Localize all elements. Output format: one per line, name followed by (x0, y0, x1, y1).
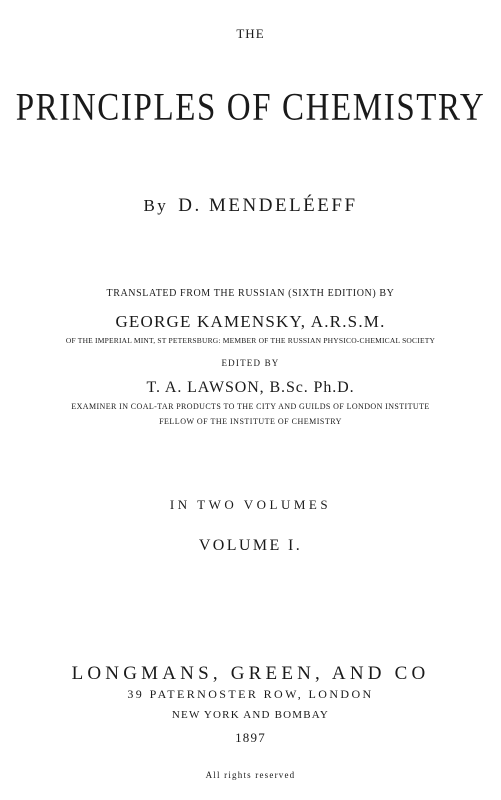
author-line (0, 196, 501, 215)
translated-line: TRANSLATED FROM THE RUSSIAN (SIXTH EDITION) BY (106, 288, 395, 299)
translator-affiliation: OF THE IMPERIAL MINT, ST PETERSBURG: MEMBER OF THE RUSSIAN PHYSICO-CHEMICAL SOCIETY (65, 336, 436, 345)
author-by: By (143, 196, 169, 215)
publication-year: 1897 (235, 730, 266, 745)
title-article: THE (236, 26, 265, 41)
edited-by-line: EDITED BY (221, 358, 280, 368)
editor-affiliation-line-2: FELLOW OF THE INSTITUTE OF CHEMISTRY (159, 417, 342, 426)
volumes-line: IN TWO VOLUMES (169, 497, 332, 512)
author-name: D. MENDELÉEFF (178, 195, 358, 216)
editor-name: T. A. LAWSON, B.Sc. Ph.D. (146, 379, 355, 396)
volume-number: VOLUME I. (198, 537, 303, 554)
publisher-address: 39 PATERNOSTER ROW, LONDON (127, 687, 374, 701)
rights-notice: All rights reserved (205, 770, 296, 780)
publisher-name: LONGMANS, GREEN, AND CO (71, 663, 430, 684)
editor-affiliation-line-1: EXAMINER IN COAL-TAR PRODUCTS TO THE CITY AND GUILDS OF LONDON INSTITUTE (71, 402, 430, 411)
translator-name: GEORGE KAMENSKY, A.R.S.M. (115, 312, 386, 331)
publisher-cities: NEW YORK AND BOMBAY (171, 709, 330, 721)
book-title: PRINCIPLES OF CHEMISTRY (15, 86, 486, 130)
